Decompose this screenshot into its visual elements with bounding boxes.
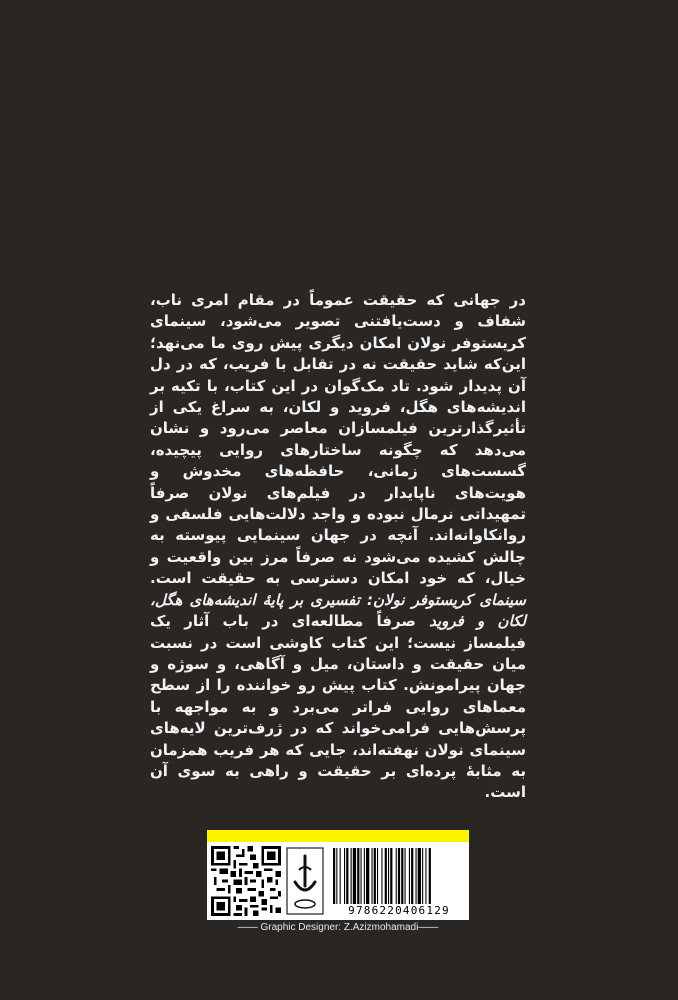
- isbn-number: 9786220406129: [348, 904, 450, 917]
- back-cover-blurb: [150, 290, 526, 804]
- blurb-book-title: سینمای کریستوفر نولان: تفسیری بر پایهٔ اندیشه‌های هگل، لکان و فروید: [150, 590, 526, 631]
- blurb-text-intro: در جهانی که حقیقت عموماً در مقام امری ناب، شفاف و دست‌یافتنی تصویر می‌شود، سینمای کریستوفر نولان امکان دیگری پیش روی ما می‌نهد؛ این‌که شاید حقیقت نه در تقابل با فریب، که در دل آن پدیدار شود. تاد مک‌گوان در این کتاب، با تکیه بر اندیشه‌های هگل، فروید و لکان، به سراغ یکی از تأثیرگذارترین فیلمسازان معاصر می‌رود و نشان می‌دهد که چگونه ساختارهای روایی پیچیده، گسست‌های زمانی، حافظه‌های مخدوش و هویت‌های ناپایدار در فیلم‌های نولان صرفاً تمهیداتی نرمال نبوده و واجد دلالت‌هایی فلسفی و روانکاوانه‌اند. آنچه در جهان سینمایی پیوسته به چالش کشیده می‌شود نه صرفاً مرز بین واقعیت و خیال، که خود امکان دسترسی به حقیقت است.: [150, 291, 526, 588]
- qr-code-icon: [211, 846, 281, 916]
- blurb-text-outro: صرفاً مطالعه‌ای در باب آثار یک فیلمساز نیست؛ این کتاب کاوشی است در نسبت میان حقیقت و داستان، میل و آگاهی، و سوژه و جهان پیرامونش. کتاب پیش رو خواننده را از سطح معماهای روایی فراتر می‌برد و به مواجهه با پرسش‌هایی فرامی‌خواند که در ژرف‌ترین لایه‌های سینمای نولان نهفته‌اند، جایی که هر فریب همزمان به مثابهٔ پرده‌ای بر حقیقت و راهی به سوی آن است.: [150, 612, 526, 802]
- barcode-panel: [207, 842, 469, 920]
- graphic-designer-credit: —— Graphic Designer: Z.Azizmohamadi——: [237, 922, 439, 933]
- publisher-logo-icon: [285, 846, 325, 916]
- isbn-barcode: [331, 848, 467, 904]
- yellow-accent-band: [207, 830, 469, 842]
